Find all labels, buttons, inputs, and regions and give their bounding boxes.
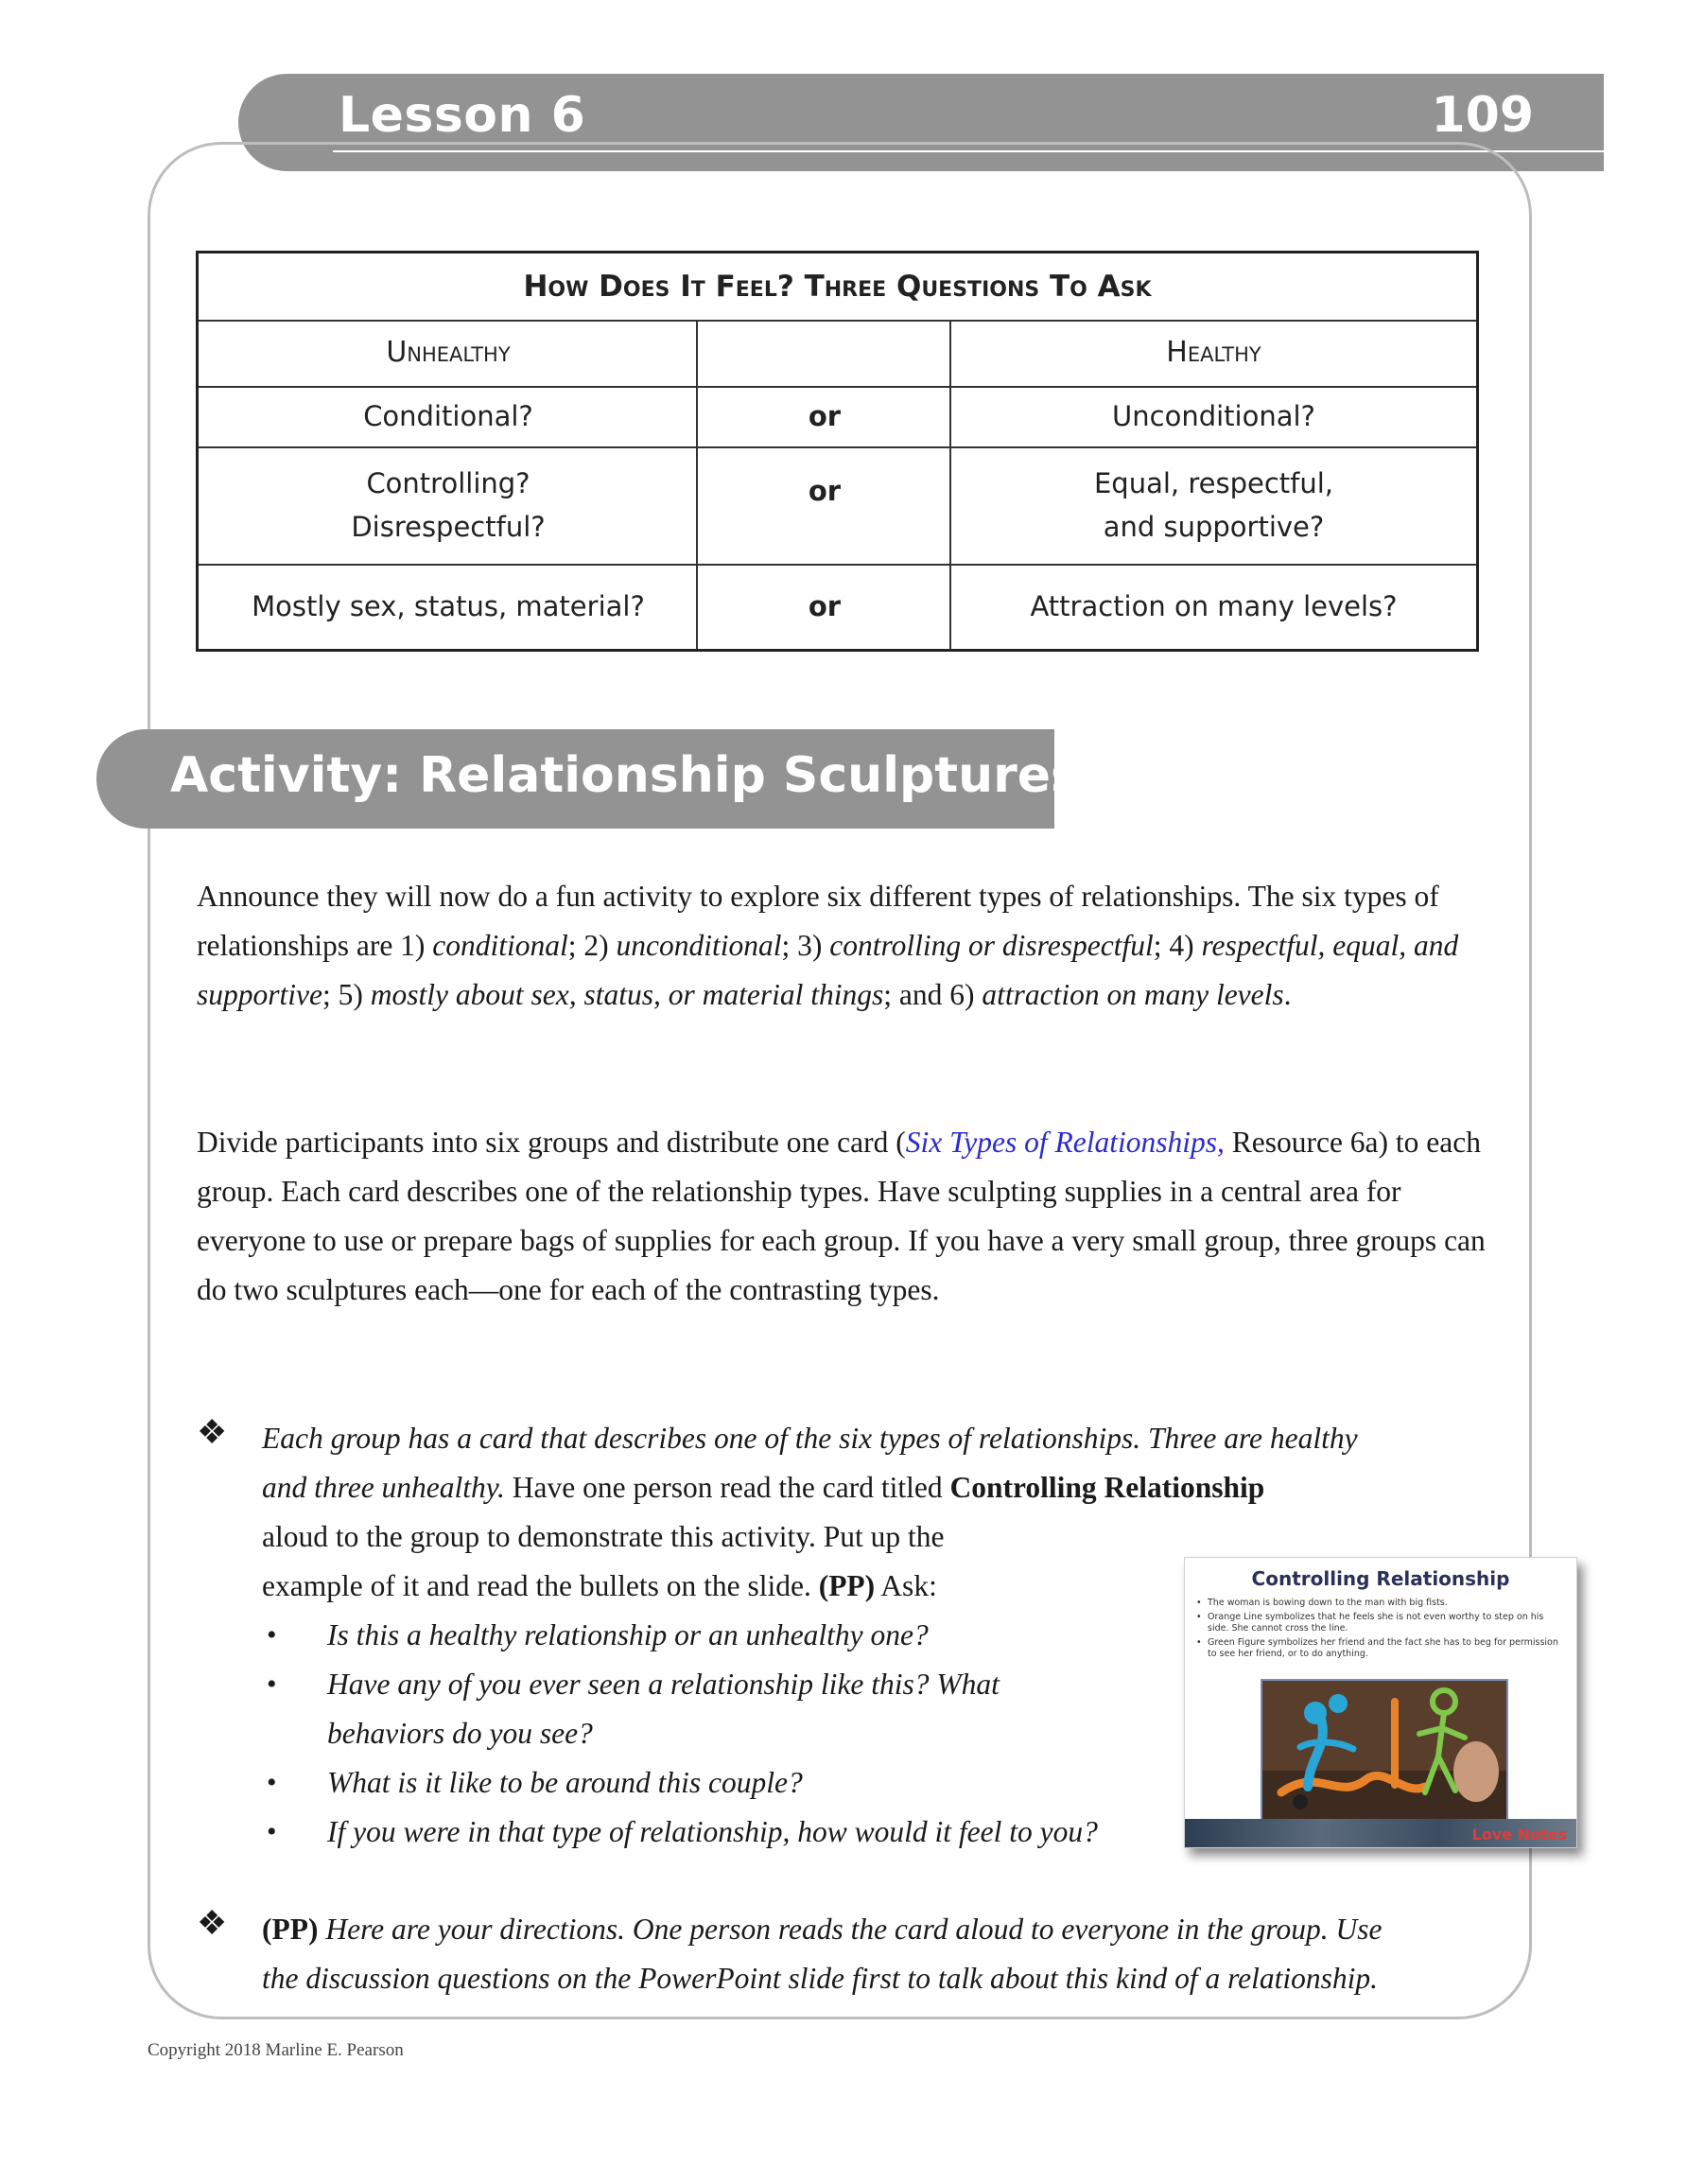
text: Ask: xyxy=(875,1569,937,1602)
col-header-healthy: Healthy xyxy=(1166,336,1261,369)
question-item: behaviors do you see? xyxy=(327,1717,593,1750)
text: The woman is bowing down to the man with big fists. xyxy=(1208,1598,1448,1608)
cell-text: Attraction on many levels? xyxy=(1030,590,1398,622)
item1-line1: Each group has a card that describes one of the six types of relationships. Three are healthy xyxy=(262,1422,1358,1455)
slide-title: Controlling Relationship xyxy=(1251,1567,1510,1590)
four-diamond-icon: ❖ xyxy=(197,1904,228,1942)
item2-line2: the discussion questions on the PowerPoint slide first to talk about this kind of a relationship. xyxy=(262,1962,1379,1995)
cell-unhealthy xyxy=(199,446,698,564)
slide-thumbnail xyxy=(1184,1557,1577,1848)
item1-line3: aloud to the group to demonstrate this activity. Put up the xyxy=(262,1520,945,1553)
copyright-notice: Copyright 2018 Marline E. Pearson xyxy=(148,2040,404,2060)
text: Announce they will now do a fun activity to explore six different types of relationships. The six types of relationships are 1) xyxy=(197,880,1439,962)
text: Resource 6a) to each group. Each card describes one of the relationship types. Have sculpting supplies in a central area for everyone to use or prepare bags of supplies for each group. If you have a very small group, three groups can do two sculptures each—one for each of the contrasting types. xyxy=(197,1126,1486,1306)
resource-link[interactable]: Six Types of Relationships, xyxy=(905,1126,1225,1159)
header-tab xyxy=(1543,74,1604,171)
cell-text: Controlling? xyxy=(366,467,530,499)
text: Have one person read the card titled xyxy=(504,1471,950,1504)
type-term: respectful, equal, and supportive xyxy=(197,929,1459,1011)
cell-text: Disrespectful? xyxy=(351,511,546,543)
col-header-unhealthy: Unhealthy xyxy=(386,336,511,369)
bullet-dot-icon: • xyxy=(267,1619,277,1651)
text: ; 4) xyxy=(1153,929,1202,962)
text: ; and 6) xyxy=(883,978,983,1011)
cell-healthy xyxy=(951,386,1476,446)
slide-bullet: • Orange Line symbolizes that he feels she is not even worthy to step on his side. She cannot cross the line. xyxy=(1196,1612,1544,1634)
section-title: Activity: Relationship Sculptures xyxy=(170,747,1080,804)
cell-text: Equal, respectful, xyxy=(1093,467,1334,499)
cell-text: and supportive? xyxy=(1103,511,1325,543)
cell-or: or xyxy=(808,475,842,507)
text: Divide participants into six groups and distribute one card ( xyxy=(197,1126,906,1159)
cell-text: Unconditional? xyxy=(1112,400,1315,432)
table-divider xyxy=(949,320,951,649)
table-row xyxy=(199,446,1476,566)
table-divider xyxy=(696,320,698,649)
cell-or: or xyxy=(808,590,842,622)
text: ; 5) xyxy=(322,978,371,1011)
text: Green Figure symbolizes her friend and the fact she has to beg for permission to see her friend, or to do anything. xyxy=(1208,1637,1558,1659)
item1-line2 xyxy=(262,1463,1264,1512)
question-item: If you were in that type of relationship, how would it feel to you? xyxy=(327,1815,1098,1848)
slide-bullets xyxy=(1196,1598,1565,1663)
page-number: 109 xyxy=(1431,87,1534,144)
question-item: Have any of you ever seen a relationship like this? What xyxy=(327,1668,1000,1701)
sculpture-illustration xyxy=(1262,1681,1506,1819)
bullet-dot-icon: • xyxy=(267,1816,277,1847)
text: ; 2) xyxy=(567,929,617,962)
table-caption-row xyxy=(199,253,1476,322)
pp-marker: (PP) xyxy=(818,1569,876,1602)
col-header-middle xyxy=(698,320,951,386)
bullet-dot-icon: • xyxy=(267,1669,277,1700)
table-row xyxy=(199,564,1476,649)
lesson-title: Lesson 6 xyxy=(339,87,586,144)
table-header-row xyxy=(199,320,1476,388)
question-item: What is it like to be around this couple? xyxy=(327,1766,803,1799)
feelings-table xyxy=(196,251,1479,652)
text: Controlling Relationship xyxy=(949,1471,1265,1504)
text: Orange Line symbolizes that he feels she is not even worthy to step on his side. She cannot cross the line. xyxy=(1208,1612,1544,1634)
table-caption: How Does It Feel? Three Questions To Ask xyxy=(523,270,1152,304)
sculpture-photo xyxy=(1261,1679,1508,1821)
bullet-dot-icon: • xyxy=(267,1767,277,1798)
cell-text: Conditional? xyxy=(363,400,533,432)
intro-paragraph xyxy=(197,872,1497,1020)
text: and three unhealthy. xyxy=(262,1471,505,1504)
type-term: unconditional xyxy=(616,929,782,962)
type-term: controlling or disrespectful xyxy=(829,929,1154,962)
table-row xyxy=(199,386,1476,448)
cell-text: Mostly sex, status, material? xyxy=(252,590,645,622)
slide-footer xyxy=(1185,1819,1576,1847)
text: ; 3) xyxy=(781,929,830,962)
cell-healthy xyxy=(951,564,1476,649)
slide-bullet: • Green Figure symbolizes her friend and the fact she has to beg for permission to see her friend, or to do anything. xyxy=(1196,1637,1558,1659)
slide-bullet: • The woman is bowing down to the man with big fists. xyxy=(1196,1598,1448,1608)
pp-marker: (PP) xyxy=(262,1913,319,1946)
type-term: conditional xyxy=(432,929,568,962)
type-term: mostly about sex, status, or material things xyxy=(370,978,884,1011)
item1-line4 xyxy=(262,1562,937,1611)
text: Here are your directions. One person reads the card aloud to everyone in the group. Use xyxy=(318,1913,1383,1946)
question-item: Is this a healthy relationship or an unhealthy one? xyxy=(327,1618,929,1651)
instructions-paragraph xyxy=(197,1118,1497,1315)
cell-unhealthy xyxy=(199,386,698,446)
type-term: attraction on many levels xyxy=(982,978,1284,1011)
item2-line1 xyxy=(262,1905,1383,1954)
text: . xyxy=(1283,978,1292,1011)
cell-or: or xyxy=(808,400,842,432)
text: example of it and read the bullets on the slide. xyxy=(262,1569,819,1602)
cell-healthy xyxy=(951,446,1476,564)
slide-logo: Love Notes xyxy=(1471,1826,1567,1843)
cell-unhealthy xyxy=(199,564,698,649)
four-diamond-icon: ❖ xyxy=(197,1413,228,1451)
